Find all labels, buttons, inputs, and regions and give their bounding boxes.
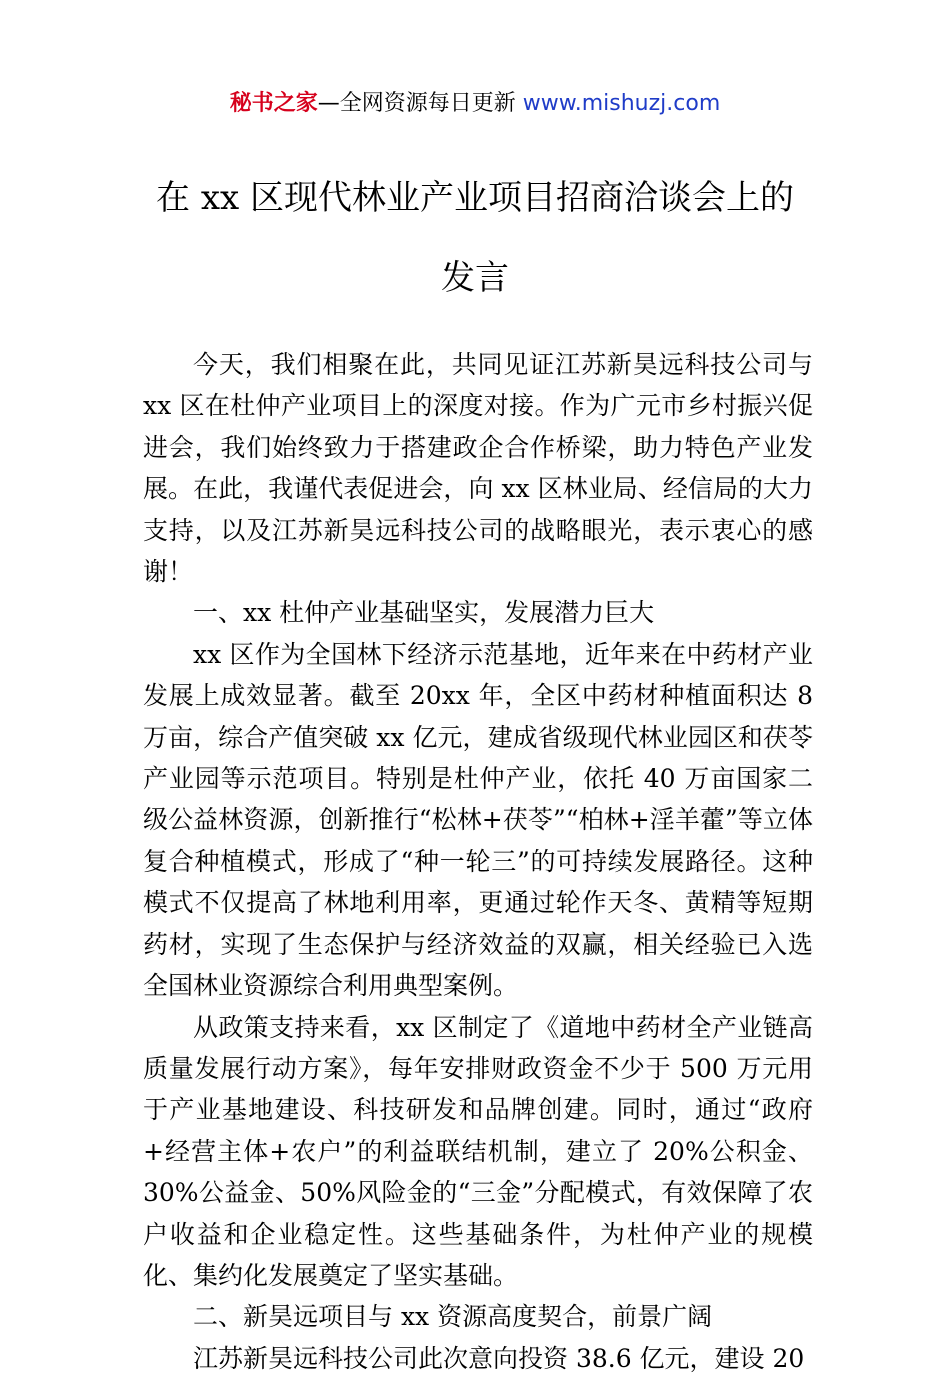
paragraph-industry-basis: xx 区作为全国林下经济示范基地，近年来在中药材产业发展上成效显著。截至 20xx 年，全区中药材种植面积达 8 万亩，综合产值突破 xx 亿元，建成省级现代林业园区和茯苓产业园等示范项目。特别是杜仲产业，依托 40 万亩国家二级公益林资源，创新推行“松林+茯苓”“柏林+淫羊藿”等立体复合种植模式，形成了“种一轮三”的可持续发展路径。这种模式不仅提高了林地利用率，更通过轮作天冬、黄精等短期药材，实现了生态保护与经济效益的双赢，相关经验已入选全国林业资源综合利用典型案例。 [143,639,813,1001]
document-title [100,158,850,318]
site-tagline: —全网资源每日更新 [317,91,523,116]
section-heading-1: 一、xx 杜仲产业基础坚实，发展潜力巨大 [193,598,655,628]
site-header [0,86,950,122]
title-line-2: 发言 [441,258,509,298]
section-heading-2: 二、新昊远项目与 xx 资源高度契合，前景广阔 [193,1302,713,1332]
paragraph-policy-support: 从政策支持来看，xx 区制定了《道地中药材全产业链高质量发展行动方案》，每年安排财政资金不少于 500 万元用于产业基地建设、科技研发和品牌创建。同时，通过“政府+经营主体+农户”的利益联结机制，建立了 20%公积金、30%公益金、50%风险金的“三金”分配模式，有效保障了农户收益和企业稳定性。这些基础条件，为杜仲产业的规模化、集约化发展奠定了坚实基础。 [143,1012,813,1290]
paragraph-investment: 江苏新昊远科技公司此次意向投资 38.6 亿元，建设 20 [193,1343,805,1373]
title-line-1: 在 xx 区现代林业产业项目招商洽谈会上的 [156,178,794,218]
document-body [143,344,813,1379]
paragraph-intro: 今天，我们相聚在此，共同见证江苏新昊远科技公司与 xx 区在杜仲产业项目上的深度对接。作为广元市乡村振兴促进会，我们始终致力于搭建政企合作桥梁，助力特色产业发展。在此，我谨代表促进会，向 xx 区林业局、经信局的大力支持，以及江苏新昊远科技公司的战略眼光，表示衷心的感谢！ [143,350,813,587]
site-brand: 秘书之家 [229,91,318,116]
site-url-link[interactable]: www.mishuzj.com [522,91,721,116]
